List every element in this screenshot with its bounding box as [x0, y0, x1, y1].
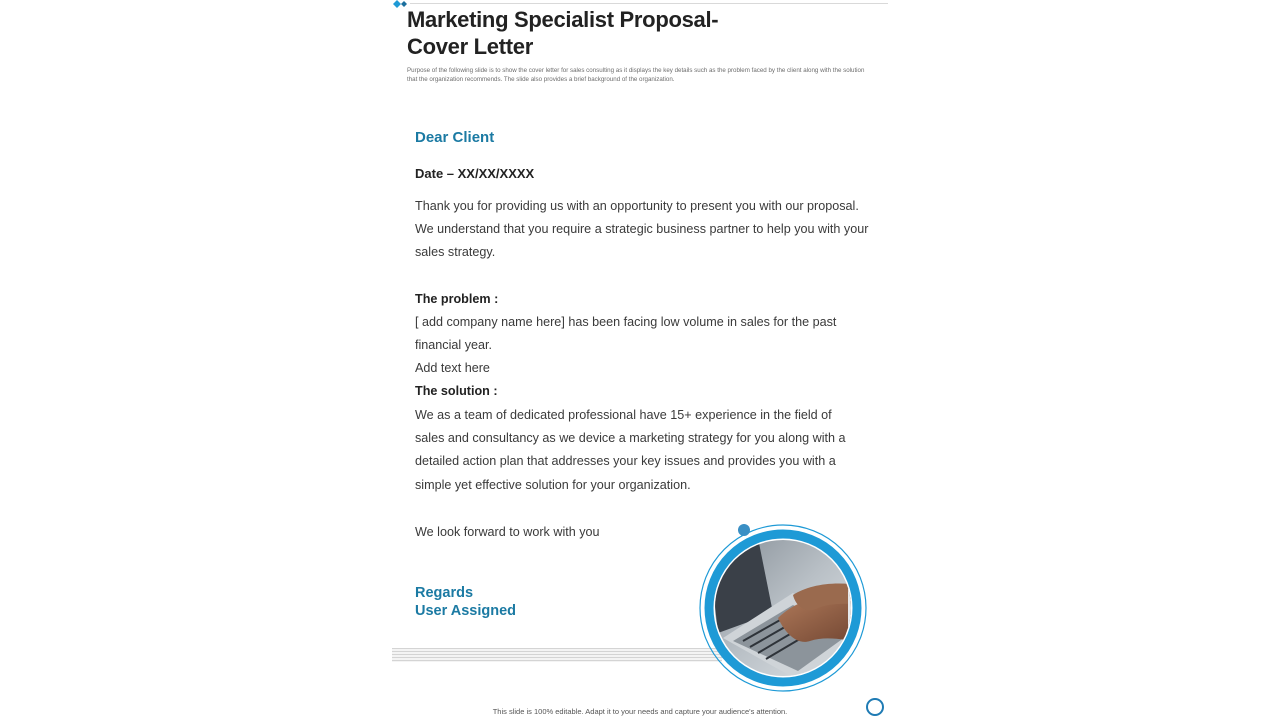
letter-intro: Thank you for providing us with an opportunity to present you with our proposal. We understand that you require a strategic business partner to help you with your sales strategy.	[415, 199, 869, 260]
letter-date: Date – XX/XX/XXXX	[415, 166, 535, 181]
letter-greeting: Dear Client	[415, 129, 495, 146]
top-divider	[410, 3, 888, 4]
footer-note: This slide is 100% editable. Adapt it to your needs and capture your audience's attention.	[492, 707, 788, 716]
laptop-typing-photo	[698, 523, 868, 693]
letter-signoff	[415, 585, 516, 620]
problem-heading: The problem :	[415, 292, 499, 306]
page-title: Marketing Specialist Proposal- Cover Letter	[407, 7, 719, 59]
circle-outline-icon	[866, 698, 884, 716]
solution-heading: The solution :	[415, 384, 498, 398]
solution-text: We as a team of dedicated professional have 15+ experience in the field of sales and consultancy as we device a marketing strategy for you along with a detailed action plan that addresses your key issues and provides you with a simple yet effective solution for your organization.	[415, 408, 846, 492]
problem-text: [ add company name here] has been facing low volume in sales for the past financial year.	[415, 315, 837, 353]
slide-description: Purpose of the following slide is to show the cover letter for sales consulting as it displays the key details such as the problem faced by the client along with the solution that the organization recommends. The slide also provides a brief background of the organization.	[407, 67, 865, 83]
add-text-placeholder: Add text here	[415, 361, 490, 375]
signature-name: User Assigned	[415, 602, 516, 619]
letter-closing: We look forward to work with you	[415, 525, 600, 539]
regards-label: Regards	[415, 585, 474, 601]
decorative-stripes	[392, 648, 722, 662]
